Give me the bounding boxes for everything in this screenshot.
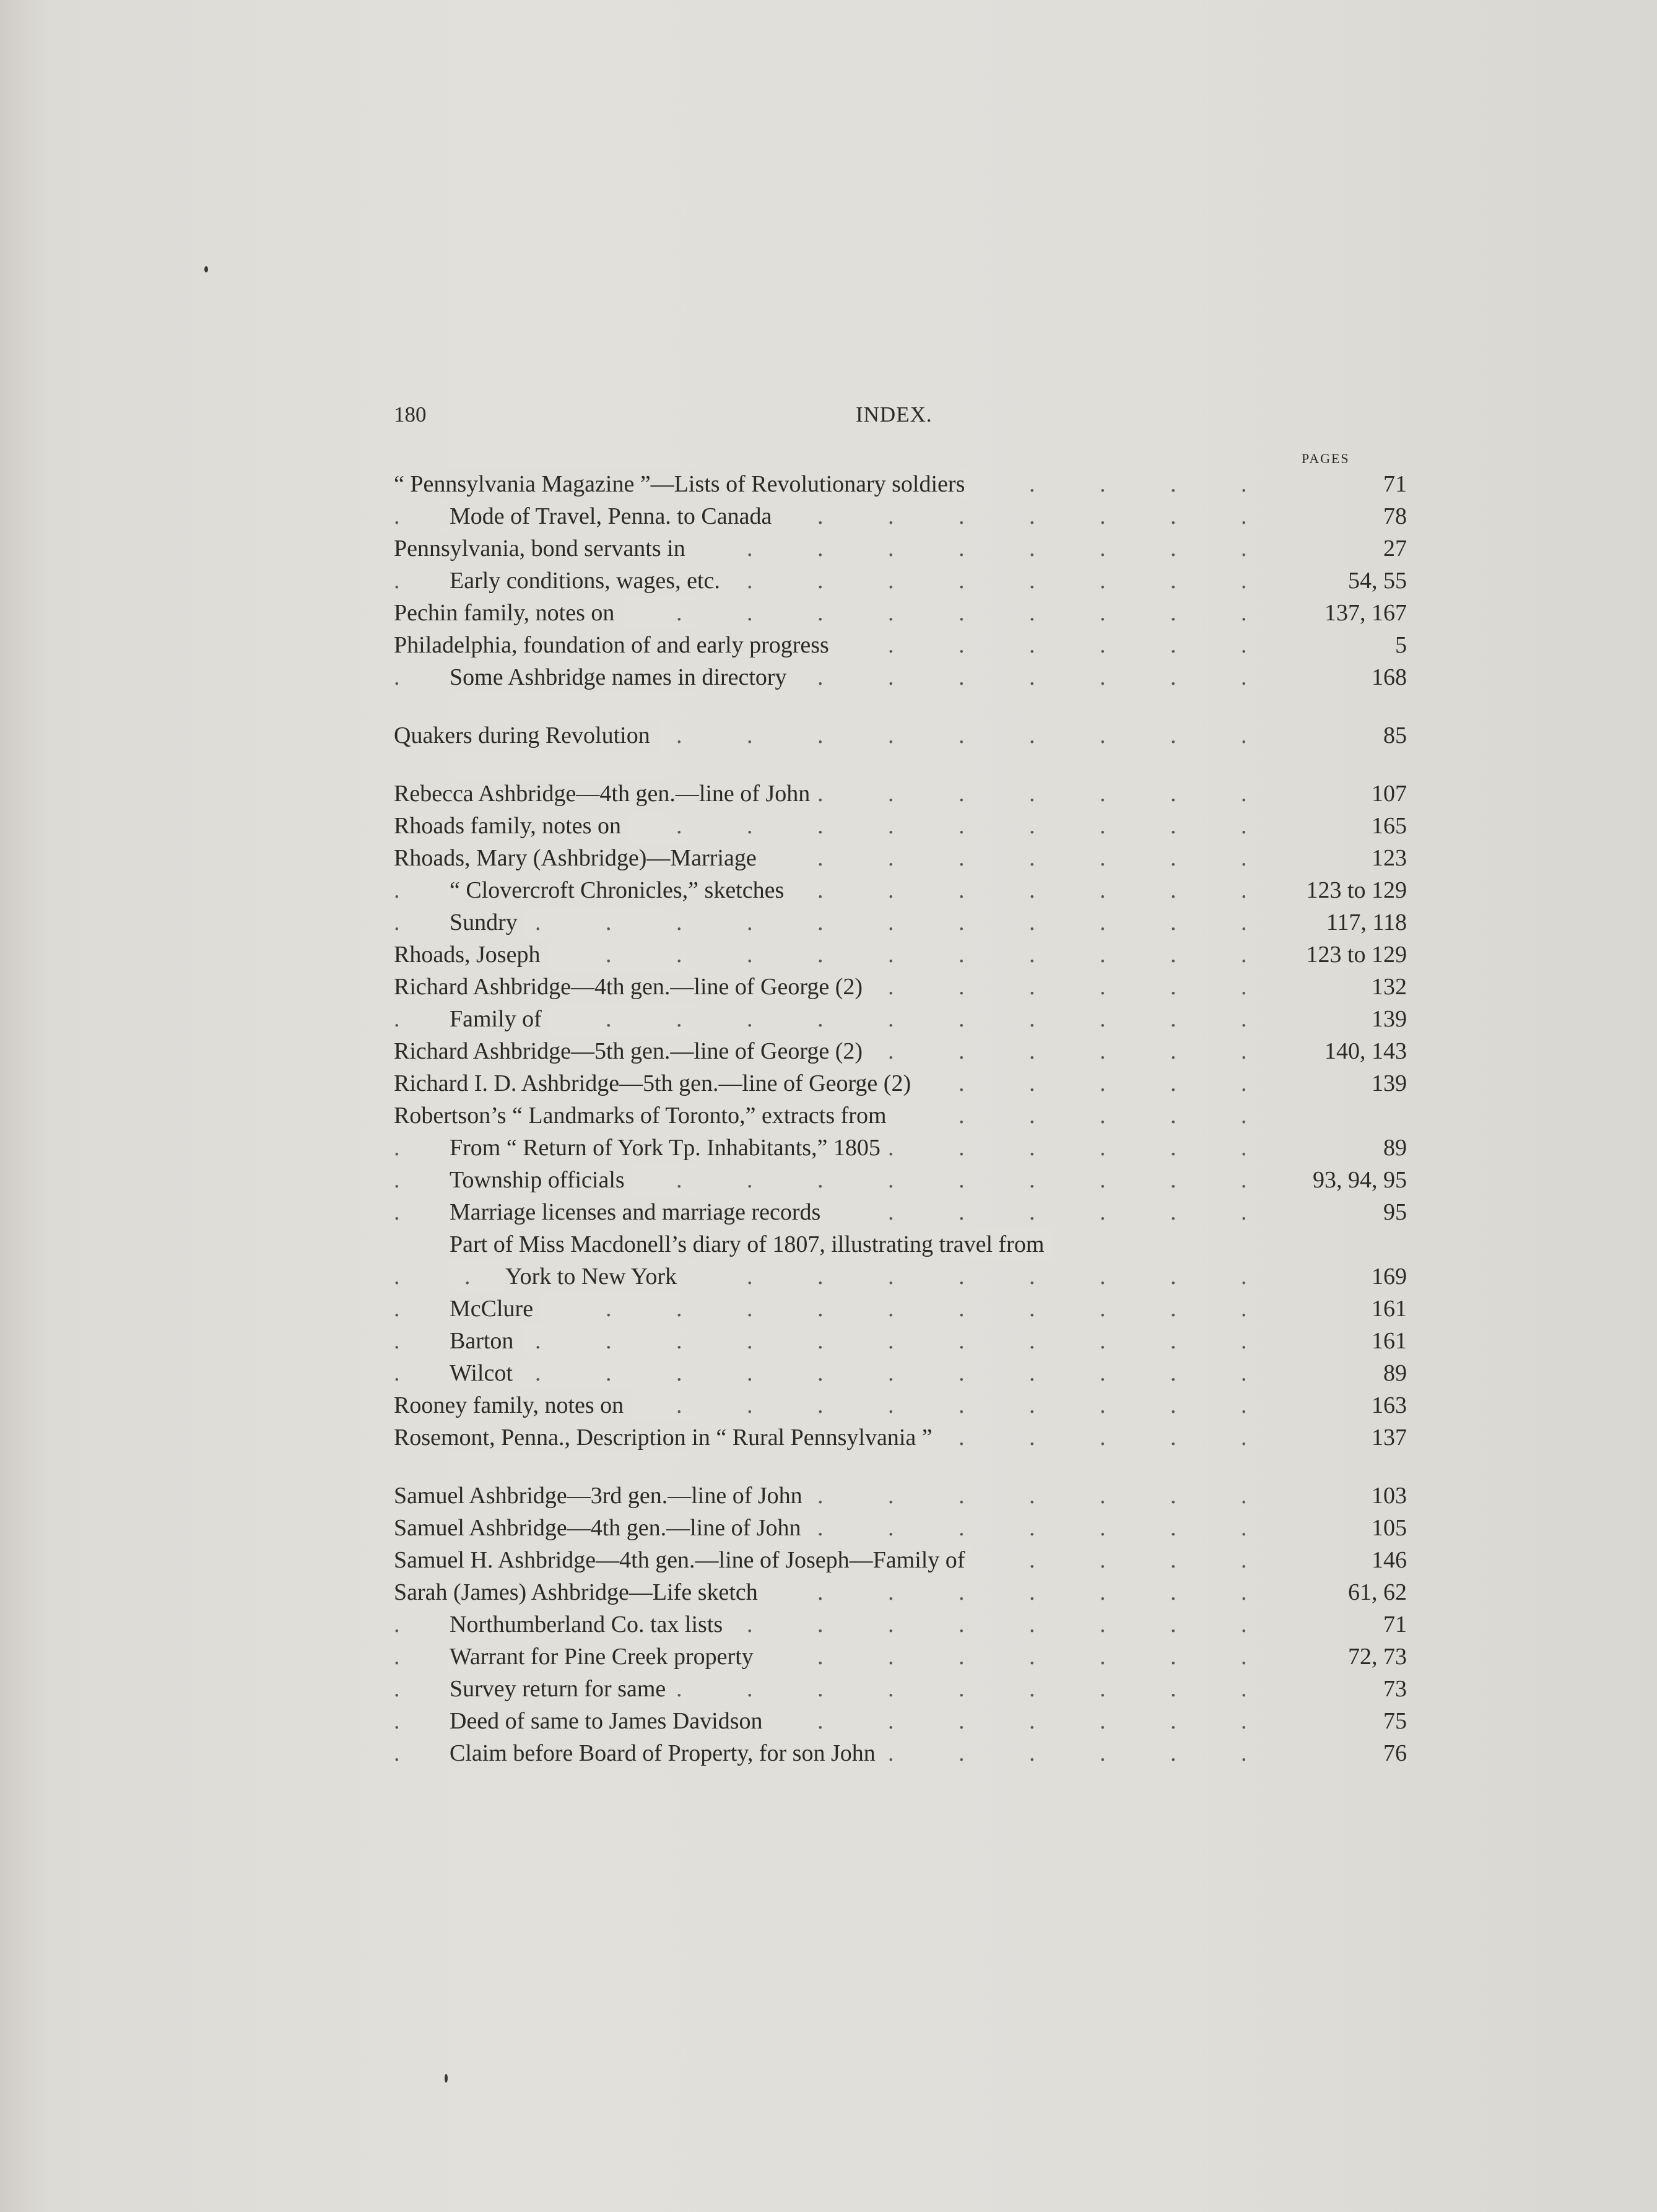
entry-pages: 137 — [1372, 1425, 1407, 1451]
index-entry — [394, 1512, 1407, 1544]
entry-text: “ Pennsylvania Magazine ”—Lists of Revolutionary soldiers — [394, 468, 973, 500]
entry-text: Quakers during Revolution — [394, 719, 659, 752]
entry-text: Rhoads family, notes on — [394, 810, 630, 842]
index-entry — [394, 1325, 1407, 1357]
entry-pages: 89 — [1383, 1360, 1407, 1386]
entry-text: Mode of Travel, Penna. to Canada — [450, 500, 780, 532]
entry-pages: 61, 62 — [1348, 1579, 1407, 1605]
entry-pages: 139 — [1372, 1006, 1407, 1032]
index-entry — [394, 1705, 1407, 1737]
entry-text: Family of — [450, 1003, 550, 1035]
entry-text: Early conditions, wages, etc. — [450, 565, 729, 597]
index-entry — [394, 1576, 1407, 1608]
index-entry — [394, 1099, 1407, 1132]
index-entry — [394, 719, 1407, 752]
entry-text: Some Ashbridge names in directory — [450, 661, 796, 693]
entry-pages: 169 — [1372, 1264, 1407, 1290]
index-entry — [394, 1260, 1407, 1293]
index-entry — [394, 661, 1407, 693]
entry-pages: 27 — [1383, 536, 1407, 562]
page-title: INDEX. — [856, 402, 933, 427]
entry-pages: 89 — [1383, 1135, 1407, 1161]
index-entry — [394, 1228, 1407, 1260]
entry-text: York to New York — [505, 1260, 685, 1293]
entry-pages: 107 — [1372, 781, 1407, 807]
entry-text: Wilcot — [450, 1357, 521, 1389]
paper-speck — [204, 266, 208, 272]
entry-pages: 163 — [1372, 1392, 1407, 1418]
index-list — [394, 468, 1407, 1769]
entry-text: Rebecca Ashbridge—4th gen.—line of John — [394, 778, 819, 810]
entry-pages: 132 — [1372, 974, 1407, 1000]
entry-text: Part of Miss Macdonell’s diary of 1807, illustrating travel from — [450, 1228, 1053, 1260]
index-entry — [394, 500, 1407, 532]
entry-pages: 75 — [1383, 1708, 1407, 1734]
index-entry — [394, 971, 1407, 1003]
entry-text: Barton — [450, 1325, 522, 1357]
entry-text: McClure — [450, 1293, 542, 1325]
page-header — [394, 402, 1407, 440]
index-entry — [394, 1357, 1407, 1389]
entry-text: Deed of same to James Davidson — [450, 1705, 772, 1737]
entry-text: Richard I. D. Ashbridge—5th gen.—line of George (2) — [394, 1067, 920, 1099]
entry-text: Rhoads, Mary (Ashbridge)—Marriage — [394, 842, 765, 874]
index-entry — [394, 1067, 1407, 1099]
entry-pages: 139 — [1372, 1070, 1407, 1096]
entry-text: Pennsylvania, bond servants in — [394, 532, 694, 565]
entry-text: Samuel Ashbridge—3rd gen.—line of John — [394, 1480, 811, 1512]
entry-text: Claim before Board of Property, for son John — [450, 1737, 884, 1769]
entry-text: Philadelphia, foundation of and early progress — [394, 629, 838, 661]
index-entry — [394, 842, 1407, 874]
entry-text: Rooney family, notes on — [394, 1389, 632, 1421]
index-entry — [394, 1003, 1407, 1035]
entry-pages: 123 — [1372, 845, 1407, 871]
index-entry — [394, 1132, 1407, 1164]
entry-text: Rhoads, Joseph — [394, 939, 549, 971]
entry-pages: 78 — [1383, 503, 1407, 529]
entry-pages: 165 — [1372, 813, 1407, 839]
entry-pages: 123 to 129 — [1306, 877, 1407, 903]
index-entry — [394, 1480, 1407, 1512]
entry-pages: 71 — [1383, 471, 1407, 497]
entry-text: Marriage licenses and marriage records — [450, 1196, 829, 1228]
entry-pages: 54, 55 — [1348, 568, 1407, 594]
entry-text: Richard Ashbridge—4th gen.—line of George (2) — [394, 971, 871, 1003]
entry-pages: 105 — [1372, 1515, 1407, 1541]
entry-text: Richard Ashbridge—5th gen.—line of George (2) — [394, 1035, 871, 1067]
entry-pages: 5 — [1395, 632, 1407, 658]
index-entry — [394, 1421, 1407, 1454]
entry-pages: 85 — [1383, 722, 1407, 748]
entry-pages: 73 — [1383, 1676, 1407, 1702]
entry-pages: 103 — [1372, 1483, 1407, 1509]
dot-leader — [394, 1325, 1258, 1357]
entry-pages: 76 — [1383, 1740, 1407, 1766]
entry-text: Township officials — [450, 1164, 633, 1196]
index-entry — [394, 1035, 1407, 1067]
entry-text: Survey return for same — [450, 1673, 674, 1705]
entry-text: Pechin family, notes on — [394, 597, 623, 629]
pages-column-label: PAGES — [1302, 451, 1350, 466]
entry-text: Robertson’s “ Landmarks of Toronto,” extracts from — [394, 1099, 895, 1132]
index-entry — [394, 1293, 1407, 1325]
entry-text: Samuel H. Ashbridge—4th gen.—line of Joseph—Family of — [394, 1544, 973, 1576]
entry-text: Sarah (James) Ashbridge—Life sketch — [394, 1576, 767, 1608]
entry-pages: 117, 118 — [1326, 909, 1407, 935]
index-entry — [394, 1544, 1407, 1576]
index-entry — [394, 468, 1407, 500]
entry-pages: 161 — [1372, 1296, 1407, 1322]
entry-pages: 72, 73 — [1348, 1644, 1407, 1670]
entry-text: Northumberland Co. tax lists — [450, 1608, 731, 1641]
entry-text: From “ Return of York Tp. Inhabitants,” 1805 — [450, 1132, 889, 1164]
index-entry — [394, 874, 1407, 906]
entry-text: Samuel Ashbridge—4th gen.—line of John — [394, 1512, 810, 1544]
index-entry — [394, 629, 1407, 661]
index-entry — [394, 532, 1407, 565]
entry-pages: 137, 167 — [1324, 600, 1407, 626]
index-entry — [394, 939, 1407, 971]
index-entry — [394, 1673, 1407, 1705]
entry-pages: 71 — [1383, 1611, 1407, 1637]
entry-pages: 140, 143 — [1324, 1038, 1407, 1064]
entry-pages: 95 — [1383, 1199, 1407, 1225]
entry-text: “ Clovercroft Chronicles,” sketches — [450, 874, 793, 906]
index-entry — [394, 906, 1407, 939]
index-entry — [394, 778, 1407, 810]
page-number: 180 — [394, 402, 427, 427]
entry-pages: 161 — [1372, 1328, 1407, 1354]
index-entry — [394, 597, 1407, 629]
entry-text: Rosemont, Penna., Description in “ Rural Pennsylvania ” — [394, 1421, 941, 1454]
paper-speck — [445, 2074, 448, 2083]
dot-leader — [394, 1357, 1258, 1389]
index-entry — [394, 1389, 1407, 1421]
index-entry — [394, 1737, 1407, 1769]
index-entry — [394, 1641, 1407, 1673]
index-entry — [394, 1196, 1407, 1228]
index-entry — [394, 1608, 1407, 1641]
entry-pages: 93, 94, 95 — [1313, 1167, 1407, 1193]
entry-pages: 123 to 129 — [1306, 942, 1407, 968]
entry-pages: 146 — [1372, 1547, 1407, 1573]
index-entry — [394, 810, 1407, 842]
entry-pages: 168 — [1372, 664, 1407, 690]
index-entry — [394, 565, 1407, 597]
index-entry — [394, 1164, 1407, 1196]
entry-text: Warrant for Pine Creek property — [450, 1641, 762, 1673]
entry-text: Sundry — [450, 906, 526, 939]
